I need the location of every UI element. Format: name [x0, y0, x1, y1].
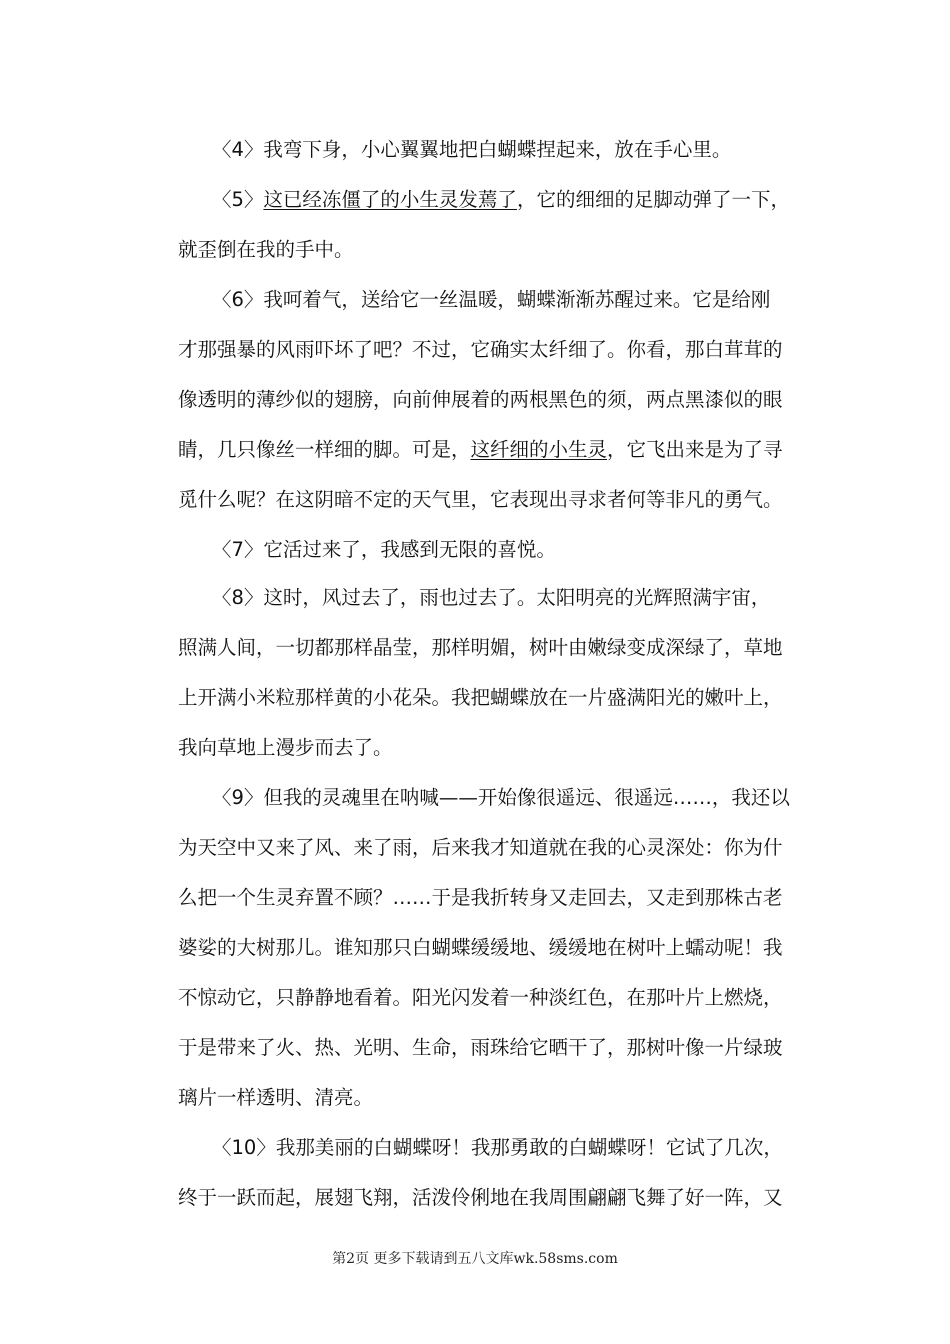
text-segment: 我向草地上漫步而去了。: [178, 736, 393, 759]
p9-line: [178, 1088, 373, 1108]
text-segment: 么把一个生灵弃置不顾？……于是我折转身又走回去，又走到那株古老: [178, 886, 783, 909]
p8-line: [212, 588, 770, 608]
p9-line: [178, 1038, 783, 1058]
p10-line: [212, 1138, 783, 1158]
p9-line: [178, 938, 783, 958]
text-segment: 才那强暴的风雨吓坏了吧？不过，它确实太纤细了。你看，那白茸茸的: [178, 338, 783, 361]
text-segment: 〈4〉我弯下身，小心翼翼地把白蝴蝶捏起来，放在手心里。: [212, 138, 732, 161]
text-segment: 就歪倒在我的手中。: [178, 238, 354, 261]
text-segment: 〈6〉我呵着气，送给它一丝温暖，蝴蝶渐渐苏醒过来。它是给刚: [212, 288, 771, 311]
text-segment: 〈9〉但我的灵魂里在呐喊——开始像很遥远、很遥远……，我还以: [212, 786, 790, 809]
p9-line: [178, 988, 783, 1008]
p8-line: [178, 638, 783, 658]
text-segment: 像透明的薄纱似的翅膀，向前伸展着的两根黑色的须，两点黑漆似的眼: [178, 388, 783, 411]
text-segment: 〈10〉我那美丽的白蝴蝶呀！我那勇敢的白蝴蝶呀！它试了几次，: [212, 1136, 783, 1159]
text-segment: 照满人间，一切都那样晶莹，那样明媚，树叶由嫩绿变成深绿了，草地: [178, 636, 783, 659]
p10-line: [178, 1188, 783, 1208]
text-segment: 为天空中又来了风、来了雨，后来我才知道就在我的心灵深处：你为什: [178, 836, 783, 859]
p5-line: [212, 190, 790, 210]
text-segment: 婆娑的大树那儿。谁知那只白蝴蝶缓缓地、缓缓地在树叶上蠕动呢！我: [178, 936, 783, 959]
page-footer: 第2页 更多下载请到五八文库wk.58sms.com: [332, 1251, 618, 1267]
p6-line: [178, 490, 783, 510]
text-segment: 璃片一样透明、清亮。: [178, 1086, 374, 1109]
p9-line: [212, 788, 790, 808]
text-segment: ，它飞出来是为了寻: [607, 438, 783, 461]
text-segment: 于是带来了火、热、光明、生命，雨珠给它晒干了，那树叶像一片绿玻: [178, 1036, 783, 1059]
text-segment: 〈5〉: [212, 188, 264, 211]
p9-line: [178, 888, 783, 908]
underlined-phrase: 这纤细的小生灵: [470, 438, 608, 461]
text-segment: 不惊动它，只静静地看着。阳光闪发着一种淡红色，在那叶片上燃烧，: [178, 986, 783, 1009]
p9-line: [178, 838, 783, 858]
p6-line: [178, 390, 783, 410]
text-segment: 终于一跃而起，展翅飞翔，活泼伶俐地在我周围翩翩飞舞了好一阵，又: [178, 1186, 783, 1209]
p5-line: [178, 240, 354, 260]
text-segment: 〈7〉它活过来了，我感到无限的喜悦。: [212, 538, 556, 561]
p4-line: [212, 140, 731, 160]
text-segment: 上开满小米粒那样黄的小花朵。我把蝴蝶放在一片盛满阳光的嫩叶上，: [178, 686, 783, 709]
p8-line: [178, 738, 393, 758]
text-segment: ，它的细细的足脚动弹了一下，: [516, 188, 790, 211]
p7-line: [212, 540, 556, 560]
text-segment: 觅什么呢？在这阴暗不定的天气里，它表现出寻求者何等非凡的勇气。: [178, 488, 783, 511]
text-segment: 睛，几只像丝一样细的脚。可是，: [178, 438, 471, 461]
p6-line: [178, 440, 783, 460]
p6-line: [212, 290, 770, 310]
p8-line: [178, 688, 783, 708]
p6-line: [178, 340, 783, 360]
underlined-phrase: 这已经冻僵了的小生灵发蔫了: [263, 188, 517, 211]
text-segment: 〈8〉这时，风过去了，雨也过去了。太阳明亮的光辉照满宇宙，: [212, 586, 771, 609]
